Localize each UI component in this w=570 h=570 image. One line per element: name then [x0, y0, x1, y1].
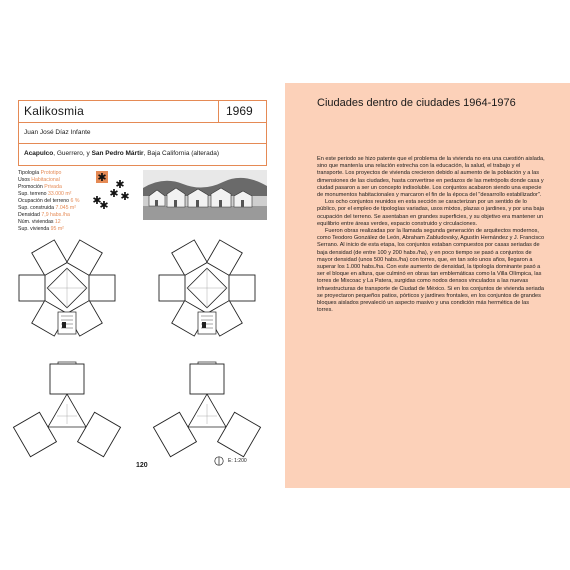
paragraph: Los ocho conjuntos reunidos en esta sección se caracterizan por un sentido de lo público, por el empleo de tipologías variadas, usos mixtos, plazas o jardines, y por una baja ocupación del terreno. Se asentaban en grandes superficies, y su objetivo era mantener un equilibrio entre áreas verdes, espacio construido y circulaciones.	[317, 199, 544, 227]
location-city-2: San Pedro Mártir	[91, 150, 144, 157]
location-city-1: Acapulco	[24, 150, 54, 157]
divider	[19, 143, 266, 144]
chapter-title: Ciudades dentro de ciudades 1964-1976	[317, 97, 516, 109]
paragraph: Fueron obras realizadas por la llamada segunda generación de arquitectos modernos, como Teodoro González de León, Abraham Zabludovsky, Agustín Hernández y J. Francisco Serrano. Al inicio de esta etapa, los conjuntos estaban compuestos por casas seriadas de baja densidad (de entre 100 y 200 habs./ha), y en poco tiempo se pasó a conjuntos de mayor densidad (unos 500 habs./ha) con torres, que, en tan solo unos años, llegaron a superar los 1.000 habs./ha. Con este aumento de densidad, la tipología dominante pasó a ser el bloque en altura, que culminó en obras tan emblemáticas como la Villa Olímpica, las torres de Mixcoac y La Patera, surgidas como nodos densos vinculados a las nuevas infraestructuras de transporte de Ciudad de México. Si en los conjuntos de vivienda seriada se proyectaron pequeños patios, pórticos y jardines frontales, en los conjuntos de grandes bloques aislados prevaleció un aspecto masivo y una condición más hermética de las torres.	[317, 228, 545, 314]
location-rest: , Baja California (alterada)	[143, 150, 220, 157]
location-separator: , Guerrero, y	[53, 150, 92, 157]
floor-plan-drawing	[12, 238, 274, 463]
project-name: Kalikosmia	[24, 104, 85, 118]
floor-plans	[12, 238, 274, 463]
svg-text:✱: ✱	[97, 171, 107, 184]
paragraph: En este periodo se hizo patente que el problema de la vivienda no era una cuestión aislada, sino que mantenía una relación estrecha con la educación, la salud, el trabajo y el transporte. Los proyectos de vivienda crecieron debido al aumento de la población y a las dimensiones de las ciudades, hasta convertirse en pedazos de las metrópolis donde casa y ciudad pasaron a ser un concepto indisoluble. Los conjuntos acabaron siendo una especie de monumentos habitacionales y marcaron el fin de la época del "desarrollo estabilizador".	[317, 156, 545, 199]
datasheet-row: Ocupación del terreno 6 %	[18, 198, 80, 204]
star-icon	[92, 170, 141, 220]
right-page	[285, 83, 570, 488]
photo-image	[143, 170, 267, 220]
datasheet-row: Sup. terreno 33.000 m²	[18, 191, 72, 197]
page-number: 120	[136, 462, 148, 469]
title-row	[19, 101, 266, 123]
year-cell	[218, 101, 266, 122]
svg-text:✱: ✱	[109, 187, 119, 200]
project-location	[24, 150, 219, 157]
scale-label: E: 1:200	[228, 458, 247, 464]
building-photo	[143, 170, 267, 220]
svg-text:✱: ✱	[120, 190, 130, 203]
svg-text:✱: ✱	[92, 194, 102, 207]
datasheet-row: Tipología Prototipo	[18, 170, 62, 176]
project-year: 1969	[226, 104, 253, 118]
project-header	[18, 100, 267, 166]
svg-text:✱: ✱	[115, 178, 125, 191]
north-arrow-icon	[214, 456, 224, 466]
datasheet-row: Promoción Privada	[18, 184, 62, 190]
svg-text:✱: ✱	[99, 199, 109, 212]
datasheet-row: Densidad 7,9 habs./ha	[18, 212, 70, 218]
body-text	[317, 156, 545, 314]
datasheet-row: Núm. viviendas 12	[18, 219, 61, 225]
datasheet-row: Usos Habitacional	[18, 177, 60, 183]
datasheet-row: Sup. construida 7.045 m²	[18, 205, 76, 211]
datasheet-row: Sup. vivienda 95 m²	[18, 226, 64, 232]
architect-name: Juan José Díaz Infante	[24, 129, 91, 136]
photo-area	[92, 170, 267, 220]
